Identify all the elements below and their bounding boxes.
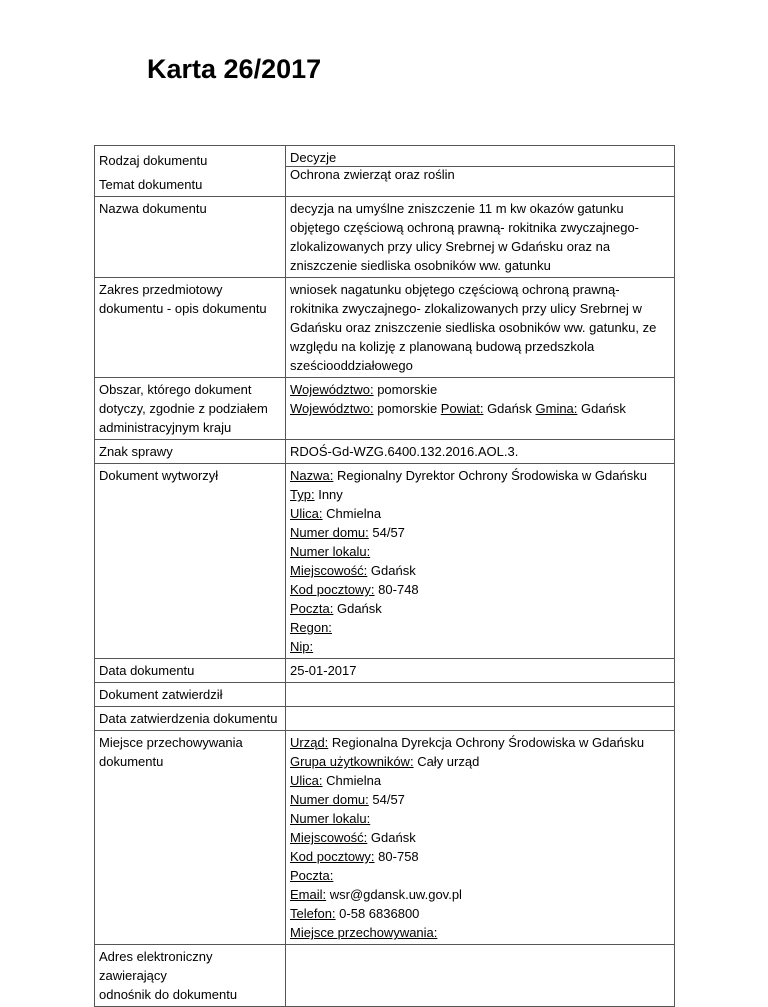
row-obszar <box>95 378 675 440</box>
field-key: Regon: <box>290 620 332 635</box>
row-rodzaj-temat <box>95 146 675 197</box>
row-zatwierdzil <box>95 683 675 707</box>
field-key: Numer domu: <box>290 525 369 540</box>
field-key: Numer lokalu: <box>290 811 371 826</box>
value-cell <box>286 197 675 278</box>
label-zatwierdzil: Dokument zatwierdził <box>99 687 223 702</box>
field-line <box>290 542 670 561</box>
value-rodzaj: Decyzje <box>286 151 674 167</box>
row-wytworzyl <box>95 464 675 659</box>
label-temat: Temat dokumentu <box>99 177 203 192</box>
value-cell <box>286 683 675 707</box>
field-line <box>290 580 670 599</box>
zakres-line: Gdańsku oraz zniszczenie siedliska osobników ww. gatunku, ze <box>290 320 657 335</box>
row-data-zatwierdzenia <box>95 707 675 731</box>
label-cell <box>95 197 286 278</box>
field-line <box>290 618 670 637</box>
label-cell <box>95 707 286 731</box>
field-key: Typ: <box>290 487 315 502</box>
zakres-line: względu na kolizję z planowaną budową przedszkola <box>290 339 595 354</box>
field-value: Gdańsk <box>581 401 626 416</box>
field-key: Miejscowość: <box>290 563 368 578</box>
label-obszar-line: dotyczy, zgodnie z podziałem <box>99 401 268 416</box>
label-cell <box>95 378 286 440</box>
label-cell <box>95 146 286 197</box>
value-cell <box>286 278 675 378</box>
nazwa-line: zniszczenie siedliska osobników ww. gatunku <box>290 258 551 273</box>
field-value: Gdańsk <box>370 830 416 845</box>
field-value: Chmielna <box>326 773 382 788</box>
field-value: pomorskie <box>377 401 438 416</box>
row-adres <box>95 945 675 1007</box>
nazwa-line: objętego częściową ochroną prawną- rokitnika zwyczajnego- <box>290 220 640 235</box>
label-obszar-line: administracyjnym kraju <box>99 420 232 435</box>
field-value: 0-58 6836800 <box>339 906 420 921</box>
field-value: Gdańsk <box>336 601 382 616</box>
obszar-line-2 <box>290 399 670 418</box>
label-cell <box>95 659 286 683</box>
label-rodzaj: Rodzaj dokumentu <box>99 153 208 168</box>
label-adres-line: Adres elektroniczny zawierający <box>99 949 213 983</box>
field-line <box>290 733 670 752</box>
field-key: Poczta: <box>290 601 334 616</box>
field-value: Regionalny Dyrektor Ochrony Środowiska w Gdańsku <box>336 468 647 483</box>
field-line <box>290 466 670 485</box>
nazwa-line: decyzja na umyślne zniszczenie 11 m kw okazów gatunku <box>290 201 624 216</box>
document-card-table <box>94 145 675 1007</box>
zakres-line: wniosek nagatunku objętego częściową ochroną prawną- <box>290 282 620 297</box>
zakres-line: sześciooddziałowego <box>290 358 413 373</box>
field-line <box>290 504 670 523</box>
label-miejsce-line: dokumentu <box>99 754 164 769</box>
field-line <box>290 828 670 847</box>
field-key: Nazwa: <box>290 468 334 483</box>
field-key: Ulica: <box>290 773 323 788</box>
label-wytworzyl: Dokument wytworzył <box>99 468 219 483</box>
field-value: Inny <box>318 487 343 502</box>
field-line <box>290 904 670 923</box>
label-obszar-line: Obszar, którego dokument <box>99 382 252 397</box>
label-cell <box>95 440 286 464</box>
field-line <box>290 771 670 790</box>
field-value: Gdańsk <box>370 563 416 578</box>
label-data-zatwierdzenia: Data zatwierdzenia dokumentu <box>99 711 278 726</box>
field-key: Województwo: <box>290 382 374 397</box>
field-value: Gdańsk <box>487 401 532 416</box>
field-line <box>290 599 670 618</box>
field-line <box>290 885 670 904</box>
field-key: Gmina: <box>535 401 578 416</box>
field-key: Kod pocztowy: <box>290 582 375 597</box>
field-key: Numer lokalu: <box>290 544 371 559</box>
field-key: Powiat: <box>440 401 484 416</box>
field-value: wsr@gdansk.uw.gov.pl <box>329 887 462 902</box>
field-key: Nip: <box>290 639 314 654</box>
label-cell <box>95 683 286 707</box>
value-cell <box>286 659 675 683</box>
field-line <box>290 923 670 942</box>
row-znak <box>95 440 675 464</box>
label-nazwa: Nazwa dokumentu <box>99 201 207 216</box>
value-cell <box>286 440 675 464</box>
value-cell <box>286 945 675 1007</box>
value-data: 25-01-2017 <box>290 663 357 678</box>
value-cell <box>286 464 675 659</box>
field-key: Numer domu: <box>290 792 369 807</box>
field-key: Miejscowość: <box>290 830 368 845</box>
field-value: 54/57 <box>372 792 405 807</box>
field-key: Województwo: <box>290 401 374 416</box>
value-temat: Ochrona zwierząt oraz roślin <box>290 167 455 182</box>
nazwa-line: zlokalizowanych przy ulicy Srebrnej w Gdańsku oraz na <box>290 239 611 254</box>
field-key: Urząd: <box>290 735 329 750</box>
field-key: Kod pocztowy: <box>290 849 375 864</box>
field-line <box>290 847 670 866</box>
value-cell <box>286 707 675 731</box>
field-line <box>290 485 670 504</box>
field-value: Regionalna Dyrekcja Ochrony Środowiska w Gdańsku <box>331 735 645 750</box>
label-cell <box>95 945 286 1007</box>
field-value: Cały urząd <box>417 754 480 769</box>
field-key: Ulica: <box>290 506 323 521</box>
label-cell <box>95 278 286 378</box>
label-data: Data dokumentu <box>99 663 195 678</box>
field-line <box>290 790 670 809</box>
value-cell <box>286 378 675 440</box>
field-key: Email: <box>290 887 327 902</box>
label-znak: Znak sprawy <box>99 444 173 459</box>
label-cell <box>95 731 286 945</box>
field-key: Poczta: <box>290 868 334 883</box>
field-key: Grupa użytkowników: <box>290 754 414 769</box>
label-cell <box>95 464 286 659</box>
field-line <box>290 752 670 771</box>
row-zakres <box>95 278 675 378</box>
value-cell <box>286 731 675 945</box>
field-line <box>290 809 670 828</box>
row-data <box>95 659 675 683</box>
label-zakres-line: dokumentu - opis dokumentu <box>99 301 267 316</box>
row-miejsce <box>95 731 675 945</box>
row-nazwa <box>95 197 675 278</box>
label-miejsce-line: Miejsce przechowywania <box>99 735 243 750</box>
label-adres-line: odnośnik do dokumentu <box>99 987 238 1002</box>
field-value: 80-758 <box>378 849 419 864</box>
field-line <box>290 523 670 542</box>
field-line <box>290 637 670 656</box>
field-value: pomorskie <box>377 382 438 397</box>
value-znak: RDOŚ-Gd-WZG.6400.132.2016.AOL.3. <box>290 444 519 459</box>
value-cell <box>286 146 675 197</box>
field-value: 54/57 <box>372 525 405 540</box>
field-value: Chmielna <box>326 506 382 521</box>
obszar-line-1 <box>290 380 670 399</box>
field-line <box>290 866 670 885</box>
label-zakres-line: Zakres przedmiotowy <box>99 282 223 297</box>
page-title: Karta 26/2017 <box>147 54 322 84</box>
field-key: Telefon: <box>290 906 336 921</box>
field-line <box>290 561 670 580</box>
zakres-line: rokitnika zwyczajnego- zlokalizowanych przy ulicy Srebrnej w <box>290 301 642 316</box>
field-value: 80-748 <box>378 582 419 597</box>
field-key: Miejsce przechowywania: <box>290 925 438 940</box>
